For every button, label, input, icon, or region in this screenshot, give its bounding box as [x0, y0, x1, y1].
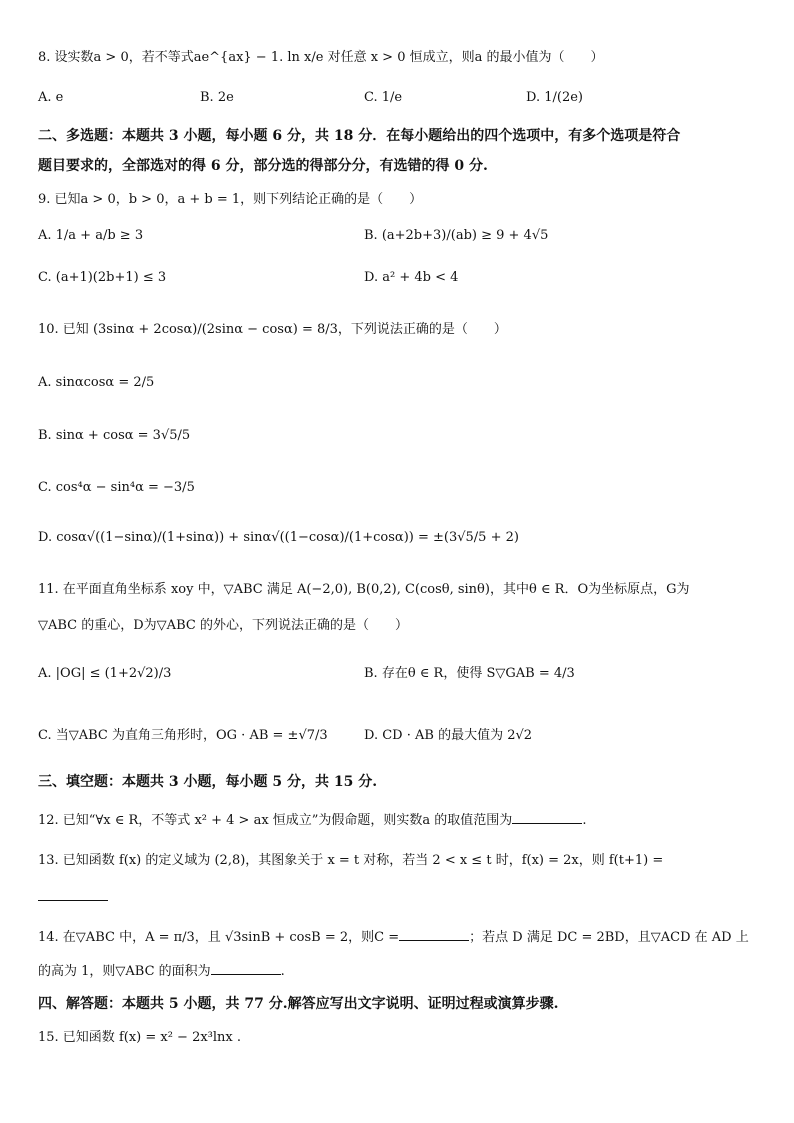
q12-blank [512, 811, 582, 824]
q11-option-c: C. 当▽ABC 为直角三角形时，OG · AB = ±√7/3 [38, 728, 328, 743]
q12-text: 12. 已知“∀x ∈ R，不等式 x² + 4 > ax 恒成立”为假命题，则实数a 的取值范围为 [38, 813, 513, 828]
q13: 13. 已知函数 f(x) 的定义域为 (2,8)，其图象关于 x = t 对称，若当 2 < x ≤ t 时，f(x) = 2x，则 f(t+1) = [38, 853, 664, 868]
q9-stem: 9. 已知a > 0，b > 0，a + b = 1，则下列结论正确的是（ ） [38, 192, 423, 207]
q14-blank-2 [211, 962, 281, 975]
q15: 15. 已知函数 f(x) = x² − 2x³lnx . [38, 1030, 242, 1045]
q8-option-b: B. 2e [200, 90, 234, 105]
q11-stem-cont: ▽ABC 的重心，D为▽ABC 的外心，下列说法正确的是（ ） [38, 618, 408, 633]
section-3-heading: 三、填空题：本题共 3 小题，每小题 5 分，共 15 分. [38, 774, 378, 790]
q14-text: 14. 在▽ABC 中，A = π/3，且 √3sinB + cosB = 2，则C = [38, 930, 400, 945]
section-2-heading-cont: 题目要求的，全部选对的得 6 分，部分选的得部分分，有选错的得 0 分. [38, 158, 488, 174]
section-4-heading: 四、解答题：本题共 5 小题，共 77 分.解答应写出文字说明、证明过程或演算步骤. [38, 996, 559, 1012]
q9-option-b: B. (a+2b+3)/(ab) ≥ 9 + 4√5 [364, 228, 549, 243]
q13-blank [38, 888, 108, 906]
q9-option-a: A. 1/a + a/b ≥ 3 [38, 228, 144, 243]
q11-option-a: A. |OG| ≤ (1+2√2)/3 [38, 666, 172, 681]
q10-option-d: D. cosα√((1−sinα)/(1+sinα)) + sinα√((1−cosα)/(1+cosα)) = ±(3√5/5 + 2) [38, 530, 519, 545]
q12: 12. 已知“∀x ∈ R，不等式 x² + 4 > ax 恒成立”为假命题，则实数a 的取值范围为 . [38, 813, 587, 828]
q10-option-a: A. sinαcosα = 2/5 [38, 375, 155, 390]
q11-option-b: B. 存在θ ∈ R，使得 S▽GAB = 4/3 [364, 666, 575, 681]
q8-option-d: D. 1/(2e) [526, 90, 583, 105]
q8-option-a: A. e [38, 90, 64, 105]
q11-option-d: D. CD · AB 的最大值为 2√2 [364, 728, 533, 743]
q14-text-3: 的高为 1，则▽ABC 的面积为 [38, 964, 211, 979]
q11-stem: 11. 在平面直角坐标系 xoy 中，▽ABC 满足 A(−2,0), B(0,2), C(cosθ, sinθ)，其中θ ∈ R．O为坐标原点，G为 [38, 582, 690, 597]
q8-option-c: C. 1/e [364, 90, 403, 105]
q14-cont: 的高为 1，则▽ABC 的面积为 . [38, 964, 285, 979]
q10-stem: 10. 已知 (3sinα + 2cosα)/(2sinα − cosα) = 8/3，下列说法正确的是（ ） [38, 322, 507, 337]
q9-option-d: D. a² + 4b < 4 [364, 270, 459, 285]
q10-option-c: C. cos⁴α − sin⁴α = −3/5 [38, 480, 195, 495]
q8-stem: 8. 设实数a > 0，若不等式ae^{ax} − 1. ln x/e 对任意 x > 0 恒成立，则a 的最小值为（ ） [38, 50, 604, 65]
q14-text-2: ；若点 D 满足 DC = 2BD，且▽ACD 在 AD 上 [469, 930, 749, 945]
q9-option-c: C. (a+1)(2b+1) ≤ 3 [38, 270, 167, 285]
q14-blank-1 [399, 928, 469, 941]
q14 [38, 928, 749, 946]
q10-option-b: B. sinα + cosα = 3√5/5 [38, 428, 191, 443]
section-2-heading: 二、多选题：本题共 3 小题，每小题 6 分，共 18 分．在每小题给出的四个选项中，有多个选项是符合 [38, 128, 681, 144]
